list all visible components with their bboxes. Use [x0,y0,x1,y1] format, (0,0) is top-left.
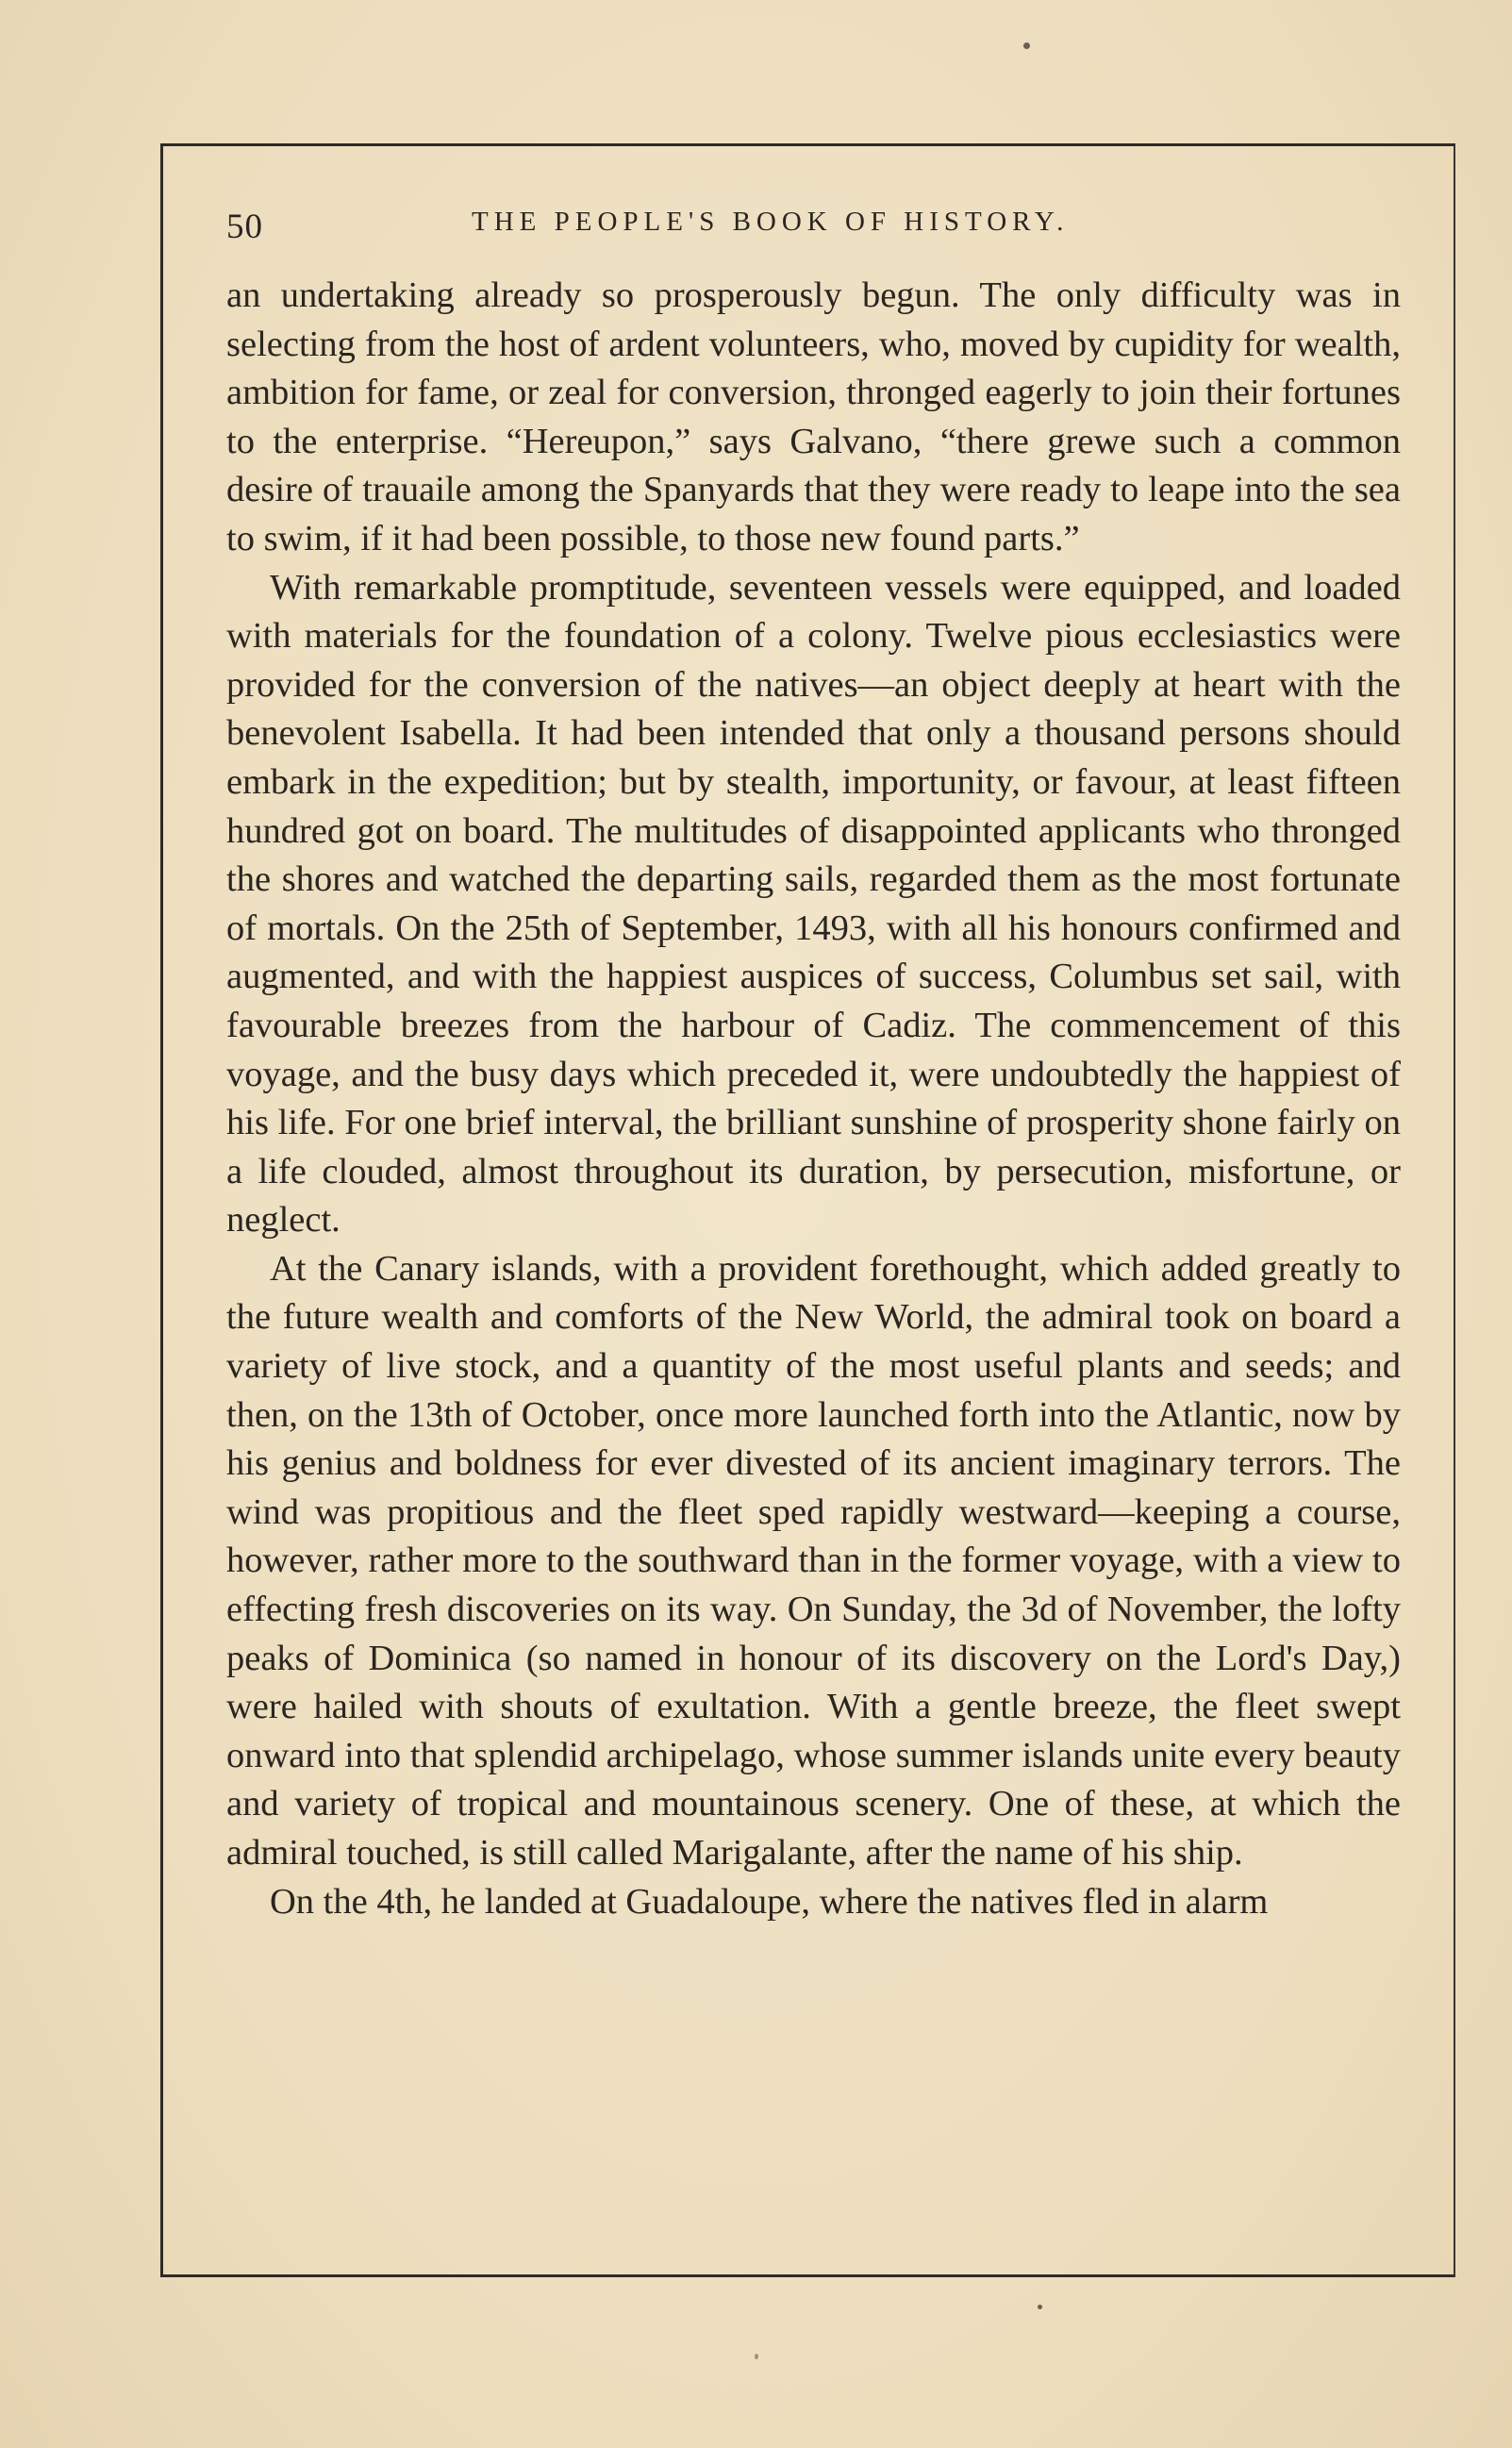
body-text [226,272,1401,1926]
paragraph-1: an undertaking already so prosperously begun. The only difficulty was in selecting from the host of ardent volunteers, who, moved by cupidity for wealth, ambition for fame, or zeal for conversion, thronged eagerly to join their fortunes to the enterprise. “Hereupon,” says Galvano, “there grewe such a common desire of trauaile among the Spanyards that they were ready to leape into the sea to swim, if it had been possible, to those new found parts.” [226,275,1401,558]
running-title: THE PEOPLE'S BOOK OF HISTORY. [472,207,1070,237]
paper-speck [1023,42,1030,49]
paragraph-2: With remarkable promptitude, seventeen vessels were equipped, and loaded with materials for the foundation of a colony. Twelve pious ecclesiastics were provided for the conversion of the natives—an object deeply at heart with the benevolent Isabella. It had been intended that only a thousand persons should embark in the expedition; but by stealth, importunity, or favour, at least fifteen hundred got on board. The multitudes of disappointed applicants who thronged the shores and watched the departing sails, regarded them as the most fortunate of mortals. On the 25th of September, 1493, with all his honours confirmed and augmented, and with the happiest auspices of success, Columbus set sail, with favourable breezes from the harbour of Cadiz. The commencement of this voyage, and the busy days which preceded it, were undoubtedly the happiest of his life. For one brief interval, the brilliant sunshine of prosperity shone fairly on a life clouded, almost throughout its duration, by persecution, misfortune, or neglect. [226,567,1401,1241]
page-number: 50 [226,208,263,246]
paper-speck [1038,2305,1042,2309]
page-header [226,203,1405,259]
paragraph-3: At the Canary islands, with a provident forethought, which added greatly to the future wealth and comforts of the New World, the admiral took on board a variety of live stock, and a quantity of the most useful plants and seeds; and then, on the 13th of October, once more launched forth into the Atlantic, now by his genius and boldness for ever divested of its ancient imaginary terrors. The wind was propitious and the fleet sped rapidly westward—keeping a course, however, rather more to the southward than in the former voyage, with a view to effecting fresh discoveries on its way. On Sunday, the 3d of November, the lofty peaks of Dominica (so named in honour of its discovery on the Lord's Day,) were hailed with shouts of exultation. With a gentle breeze, the fleet swept onward into that splendid archipelago, whose summer islands unite every beauty and variety of tropical and mountainous scenery. One of these, at which the admiral touched, is still called Marigalante, after the name of his ship. [226,1248,1401,1873]
paragraph-4: On the 4th, he landed at Guadaloupe, where the natives fled in alarm [270,1881,1269,1922]
paper-speck [755,2354,758,2359]
